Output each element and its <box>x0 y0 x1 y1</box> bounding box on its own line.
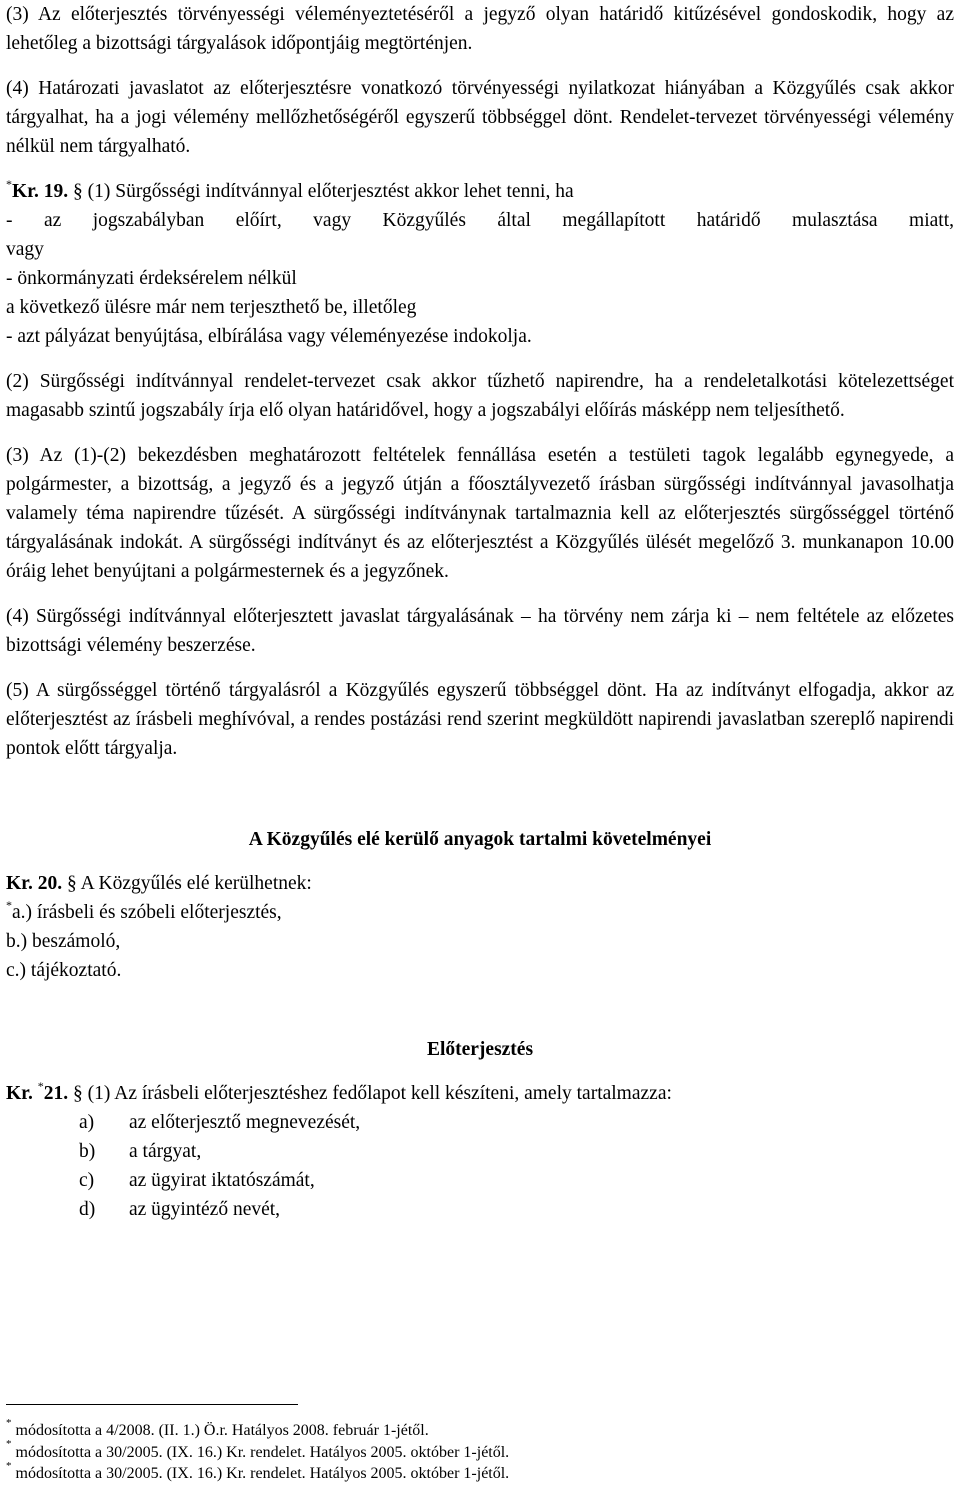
list-item-label: d) <box>79 1199 96 1220</box>
section-kr20 <box>6 869 954 985</box>
paragraph-text: (3) Az előterjesztés törvényességi véleményeztetéséről a jegyző olyan határidő kitűzésével gondoskodik, hogy az lehetőleg a bizottsági tárgyalások időpontjáig megtörténjen. <box>6 4 954 54</box>
list-item <box>6 1195 954 1224</box>
footnote-marker: * <box>6 1416 12 1429</box>
paragraph-text: Sürgősségi indítvánnyal rendelet-tervezet csak akkor tűzhető napirendre, ha a rendeletalkotási kötelezettséget magasabb szintű jogszabály írja elő olyan határidővel, hogy a jogszabályi előírás másképp nem teljesíthető. <box>6 371 954 421</box>
paragraph-text: A sürgősséggel történő tárgyalásról a Közgyűlés egyszerű többséggel dönt. Ha az indítványt elfogadja, akkor az előterjesztést az írásbeli meghívóval, a rendes postázási rend szerint megküldött napirendi javaslatban szereplő napirendi pontok előtt tárgyalja. <box>6 680 954 759</box>
paragraph-text: Az (1)-(2) bekezdésben meghatározott feltételek fennállása esetén a testületi tagok legalább egynegyede, a polgármester, a bizottság, a jegyző és a jegyző útján a főosztályvezető írásban sürgősségi indítvánnyal javasolhatja valamely téma napirendre tűzését. A sürgősségi indítványnak tartalmaznia kell az előterjesztés sürgősséggel történő tárgyalásának indokát. A sürgősségi indítványt és az előterjesztést a Közgyűlés ülését megelőző 3. munkanapon 10.00 óráig lehet benyújtani a polgármesternek és a jegyzőnek. <box>6 445 954 582</box>
section-label: Kr. 20. <box>6 873 63 894</box>
list-line: vagy <box>6 239 44 260</box>
subsection-number: (2) <box>6 371 29 392</box>
paragraph-4 <box>6 74 954 161</box>
list-line: - az jogszabályban előírt, vagy Közgyűlés által megállapított határidő mulasztása miatt, <box>6 210 954 231</box>
list-item-label: b) <box>79 1141 96 1162</box>
list-item-label: c) <box>79 1170 95 1191</box>
section-heading: Előterjesztés <box>426 1039 534 1060</box>
section-label: Kr. <box>6 1083 33 1104</box>
subsection-number: (5) <box>6 680 29 701</box>
section-heading: A Közgyűlés elé kerülő anyagok tartalmi követelményei <box>248 829 712 850</box>
section-sign: § <box>67 873 77 894</box>
list-line: a következő ülésre már nem terjeszthető be, illetőleg <box>6 297 417 318</box>
footnotes <box>6 1416 510 1485</box>
section-number: 21. <box>43 1083 69 1104</box>
subsection-number: (3) <box>6 445 29 466</box>
list-item <box>6 1137 954 1166</box>
section-intro: A Közgyűlés elé kerülhetnek: <box>80 873 312 894</box>
footnote-text: módosította a 30/2005. (IX. 16.) Kr. rendelet. Hatályos 2005. október 1-jétől. <box>11 1443 510 1461</box>
footnote <box>6 1416 509 1442</box>
kr21-item-list <box>6 1108 954 1224</box>
footnote <box>6 1459 510 1485</box>
footnote-marker[interactable]: * <box>6 897 12 912</box>
section-kr21 <box>6 1079 954 1224</box>
section-kr19 <box>6 177 954 351</box>
paragraph-3 <box>6 0 954 58</box>
list-item <box>6 1108 954 1137</box>
kr19-paragraph-3 <box>6 441 954 586</box>
list-item: b.) beszámoló, <box>6 931 121 952</box>
section-intro: Az írásbeli előterjesztéshez fedőlapot kell készíteni, amely tartalmazza: <box>114 1083 672 1104</box>
footnote-divider <box>6 1404 298 1405</box>
document-page <box>6 0 954 1224</box>
paragraph-text: (4) Határozati javaslatot az előterjesztésre vonatkozó törvényességi nyilatkozat hiányában a Közgyűlés csak akkor tárgyalhat, ha a jogi vélemény mellőzhetőségéről egyszerű többséggel dönt. Rendelet-tervezet törvényességi vélemény nélkül nem tárgyalható. <box>6 78 954 157</box>
list-item-text: az előterjesztő megnevezését, <box>129 1112 361 1133</box>
list-item: a.) írásbeli és szóbeli előterjesztés, <box>12 902 282 923</box>
section-sign: § <box>73 181 83 202</box>
footnote <box>6 1438 510 1464</box>
list-item: c.) tájékoztató. <box>6 960 122 981</box>
footnote-marker[interactable]: * <box>37 1078 44 1093</box>
footnote-marker[interactable]: * <box>6 176 12 191</box>
footnote-text: módosította a 30/2005. (IX. 16.) Kr. rendelet. Hatályos 2005. október 1-jétől. <box>11 1465 510 1482</box>
subsection-number: (4) <box>6 606 29 627</box>
list-line: - önkormányzati érdeksérelem nélkül <box>6 268 297 289</box>
section-intro: Sürgősségi indítvánnyal előterjesztést akkor lehet tenni, ha <box>115 181 574 202</box>
section-sign: § <box>73 1083 83 1104</box>
kr19-paragraph-4 <box>6 602 954 660</box>
list-item-text: az ügyirat iktatószámát, <box>129 1170 315 1191</box>
subsection-number: (1) <box>87 1083 111 1104</box>
list-item-text: az ügyintéző nevét, <box>129 1199 281 1220</box>
footnote-text: módosította a 4/2008. (II. 1.) Ö.r. Hatályos 2008. február 1-jétől. <box>11 1422 429 1439</box>
kr19-paragraph-5 <box>6 676 954 763</box>
paragraph-text: Sürgősségi indítvánnyal előterjesztett javaslat tárgyalásának – ha törvény nem zárja ki – nem feltétele az előzetes bizottsági vélemény beszerzése. <box>6 606 954 656</box>
subsection-number: (1) <box>87 181 111 202</box>
list-line: - azt pályázat benyújtása, elbírálása vagy véleményezése indokolja. <box>6 326 532 347</box>
footnote-marker: * <box>6 1459 12 1472</box>
kr19-paragraph-2 <box>6 367 954 425</box>
list-item <box>6 1166 954 1195</box>
list-item-label: a) <box>79 1112 95 1133</box>
list-item-text: a tárgyat, <box>129 1141 202 1162</box>
footnote-marker: * <box>6 1438 12 1451</box>
section-label: Kr. 19. <box>12 181 69 202</box>
